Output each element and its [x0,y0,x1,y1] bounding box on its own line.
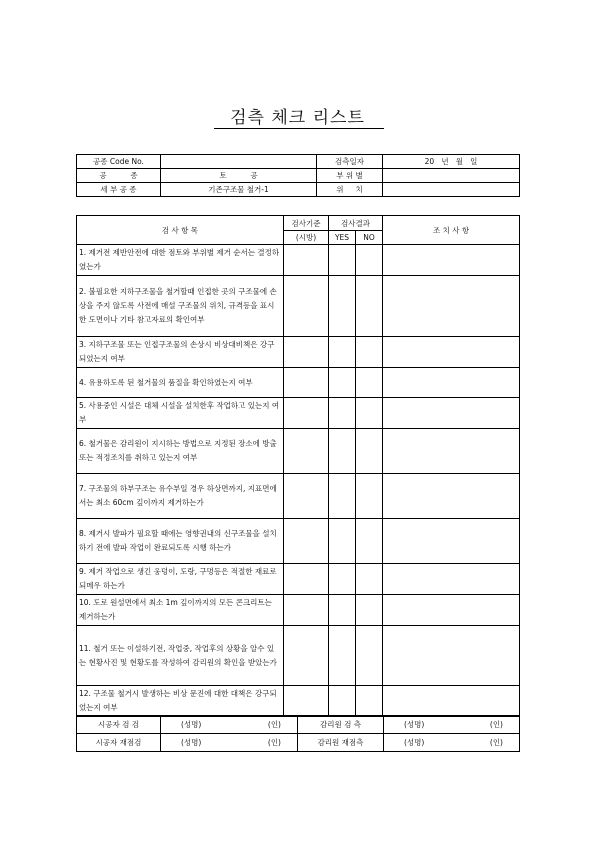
col-standard-header: 검사기준 [284,216,329,231]
standard-cell[interactable] [284,337,329,368]
checklist-item-8: 8. 제거시 발파가 필요할 때에는 영향권내의 신구조물을 설치하기 전에 발파 작업이 완료되도록 시행 하는가 [77,519,284,564]
standard-cell[interactable] [284,595,329,626]
no-cell[interactable] [356,398,383,429]
yes-cell[interactable] [329,368,356,398]
contractor-inspect-label: 시공자 검 검 [77,716,161,734]
action-cell[interactable] [383,429,520,474]
checklist-item-7: 7. 구조물의 하부구조는 유수부일 경우 하상면까지, 지표면에서는 최소 60cm 깊이까지 제거하는가 [77,474,284,519]
work-type-value[interactable]: 토 공 [161,169,317,183]
action-cell[interactable] [383,686,520,717]
no-cell[interactable] [356,429,383,474]
checklist-item-10: 10. 도로 원설면에서 최소 1m 깊이까지의 모든 콘크리트는 제거하는가 [77,595,284,626]
standard-cell[interactable] [284,564,329,595]
detail-value[interactable]: 기존구조물 철거-1 [161,183,317,197]
checklist-item-4: 4. 유용하도록 된 철거물의 품질을 확인하였는지 여부 [77,368,284,398]
col-no-header: NO [356,231,383,245]
seal-label: (인) [267,738,281,747]
sign-name-label: (성명) [404,720,425,729]
col-item-header: 검 사 항 목 [77,216,284,245]
standard-cell[interactable] [284,686,329,717]
part-value[interactable] [383,169,520,183]
standard-cell[interactable] [284,368,329,398]
col-action-header: 조 치 사 항 [383,216,520,245]
standard-cell[interactable] [284,429,329,474]
title-underline [214,128,384,129]
location-label: 위 치 [317,183,383,197]
action-cell[interactable] [383,564,520,595]
checklist-item-6: 6. 철거물은 감리원이 지시하는 방법으로 지정된 장소에 방출 또는 적정조치를 취하고 있는지 여부 [77,429,284,474]
action-cell[interactable] [383,519,520,564]
contractor-inspect-sign[interactable] [161,716,298,734]
checklist-item-1: 1. 제거전 제반안전에 대한 점토와 부위별 제거 순서는 결정하였는가 [77,245,284,276]
action-cell[interactable] [383,626,520,686]
yes-cell[interactable] [329,276,356,337]
inspection-date-value[interactable]: 20 년 월 일 [383,155,520,169]
supervisor-inspect-label: 감리원 검 측 [298,716,384,734]
page-title: 검측 체크 리스트 [230,108,365,128]
checklist-table [76,215,520,717]
yes-cell[interactable] [329,245,356,276]
no-cell[interactable] [356,686,383,717]
standard-cell[interactable] [284,626,329,686]
no-cell[interactable] [356,337,383,368]
standard-cell[interactable] [284,276,329,337]
yes-cell[interactable] [329,564,356,595]
col-yes-header: YES [329,231,356,245]
checklist-item-11: 11. 철거 또는 이설하기전, 작업중, 작업후의 상황을 알수 있는 현황사진 및 현황도를 작성하여 감리원의 확인을 받았는가 [77,626,284,686]
checklist-item-5: 5. 사용중인 시설은 대체 시설을 설치한후 작업하고 있는지 여부 [77,398,284,429]
checklist-item-2: 2. 불필요한 지하구조물을 철거할때 인접한 곳의 구조물에 손상을 주지 않도록 사전에 매설 구조물의 위치, 규격등을 표시한 도면이나 기타 참고자료의 확인여부 [77,276,284,337]
yes-cell[interactable] [329,337,356,368]
action-cell[interactable] [383,595,520,626]
part-label: 부 위 별 [317,169,383,183]
supervisor-reinspect-sign[interactable] [384,734,520,752]
work-code-value[interactable] [161,155,317,169]
action-cell[interactable] [383,368,520,398]
yes-cell[interactable] [329,595,356,626]
yes-cell[interactable] [329,519,356,564]
checklist-item-12: 12. 구조물 철거시 발생하는 비상 문진에 대한 대책은 강구되었는지 여부 [77,686,284,717]
location-value[interactable] [383,183,520,197]
action-cell[interactable] [383,398,520,429]
sign-name-label: (성명) [181,720,202,729]
supervisor-reinspect-label: 감리원 재점측 [298,734,384,752]
seal-label: (인) [267,720,281,729]
standard-cell[interactable] [284,474,329,519]
work-code-label: 공종 Code No. [77,155,161,169]
action-cell[interactable] [383,245,520,276]
sign-name-label: (성명) [404,738,425,747]
yes-cell[interactable] [329,686,356,717]
checklist-item-3: 3. 지하구조물 또는 인접구조물의 손상시 비상대비책은 강구되었는지 여부 [77,337,284,368]
signature-table [76,715,520,752]
action-cell[interactable] [383,276,520,337]
no-cell[interactable] [356,245,383,276]
action-cell[interactable] [383,337,520,368]
contractor-reinspect-sign[interactable] [161,734,298,752]
no-cell[interactable] [356,564,383,595]
standard-cell[interactable] [284,519,329,564]
detail-label: 세 부 공 종 [77,183,161,197]
col-result-header: 검사결과 [329,216,383,231]
header-table [76,154,520,197]
yes-cell[interactable] [329,626,356,686]
supervisor-inspect-sign[interactable] [384,716,520,734]
seal-label: (인) [489,738,503,747]
standard-cell[interactable] [284,245,329,276]
action-cell[interactable] [383,474,520,519]
yes-cell[interactable] [329,429,356,474]
yes-cell[interactable] [329,398,356,429]
col-standard-sub: (시방) [284,231,329,245]
contractor-reinspect-label: 시공자 재점검 [77,734,161,752]
work-type-label: 공 종 [77,169,161,183]
no-cell[interactable] [356,368,383,398]
sign-name-label: (성명) [181,738,202,747]
no-cell[interactable] [356,595,383,626]
no-cell[interactable] [356,474,383,519]
checklist-item-9: 9. 제거 작업으로 생긴 웅덩이, 도랑, 구멍등은 적절한 재료로 되메우 하는가 [77,564,284,595]
no-cell[interactable] [356,519,383,564]
inspection-date-label: 검측일자 [317,155,383,169]
standard-cell[interactable] [284,398,329,429]
yes-cell[interactable] [329,474,356,519]
no-cell[interactable] [356,626,383,686]
no-cell[interactable] [356,276,383,337]
seal-label: (인) [489,720,503,729]
